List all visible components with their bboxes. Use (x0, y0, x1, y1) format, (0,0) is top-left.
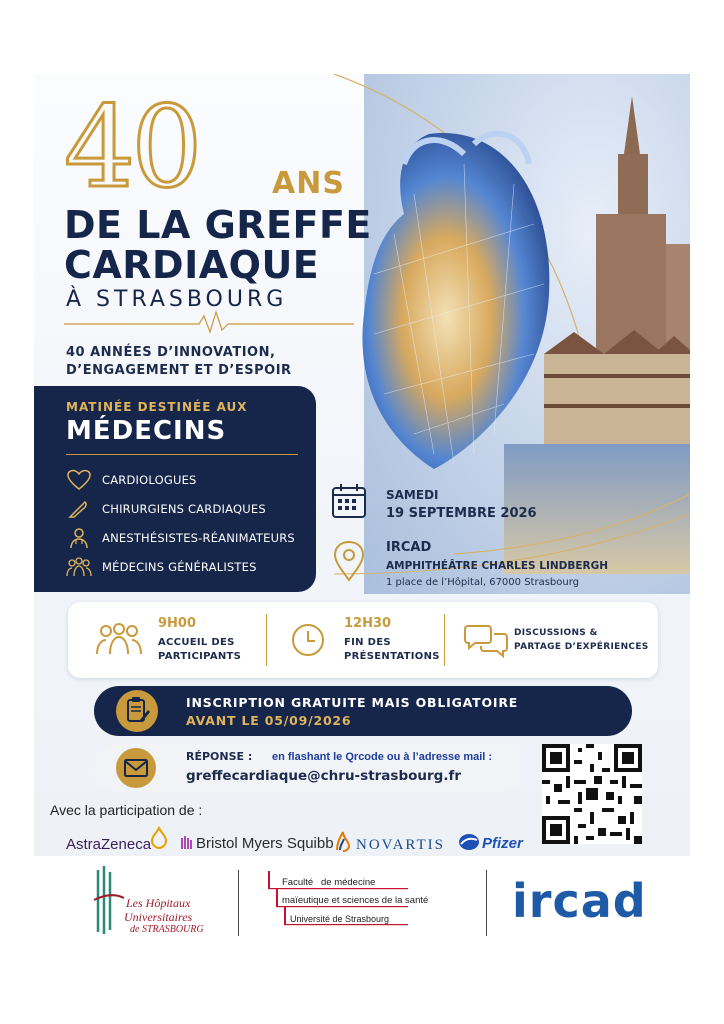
audience-item-label: CHIRURGIENS CARDIAQUES (102, 501, 266, 516)
schedule-strip (68, 602, 658, 678)
title-line-1: DE LA GREFFE (64, 203, 372, 247)
event-poster (34, 74, 690, 856)
sponsor-pfizer: Pfizer (482, 835, 523, 852)
audience-item-gps (66, 552, 316, 581)
cathedral-illustration (596, 96, 690, 374)
pfizer-pill-icon (458, 832, 480, 852)
sponsors-intro: Avec la participation de : (50, 802, 203, 818)
registration-deadline: AVANT LE 05/09/2026 (186, 713, 352, 728)
audience-divider (66, 454, 298, 455)
venue-address: 1 place de l’Hôpital, 67000 Strasbourg (386, 577, 580, 588)
event-day: SAMEDI (386, 488, 439, 502)
venue-hall: AMPHITHÉÂTRE CHARLES LINDBERGH (386, 560, 609, 572)
hus-logo-line-3: de STRASBOURG (130, 924, 204, 935)
calendar-icon (330, 482, 368, 520)
clock-icon (290, 622, 326, 658)
audience-item-cardiologists (66, 465, 316, 494)
sponsor-novartis: NOVARTIS (356, 837, 446, 853)
venue-name: IRCAD (386, 540, 432, 555)
audience-item-surgeons (66, 494, 316, 523)
novartis-flame-icon (334, 830, 352, 852)
audience-title: MÉDECINS (66, 416, 227, 446)
bms-symbol-icon (180, 834, 194, 850)
faculty-line-1a: Faculté (282, 877, 314, 888)
reply-email-link[interactable]: greffecardiaque@chru-strasbourg.fr (186, 768, 461, 784)
title-line-3: À STRASBOURG (66, 287, 288, 312)
clipboard-pen-icon (116, 690, 158, 732)
doctor-icon (66, 527, 92, 549)
astrazeneca-symbol-icon (150, 826, 168, 850)
schedule-time-end: 12H30 (344, 616, 392, 631)
audience-card (34, 386, 316, 592)
anniversary-number: 40 (64, 83, 199, 213)
partner-divider (486, 870, 487, 936)
hus-logo-line-1: Les Hôpitaux (126, 896, 191, 910)
faculty-line-2: maïeutique et sciences de la santé (282, 895, 429, 906)
qr-code[interactable] (542, 744, 642, 844)
faculty-line-1b: de médecine (321, 877, 376, 888)
schedule-label-welcome-1: ACCUEIL DES (158, 637, 235, 648)
schedule-time-welcome: 9H00 (158, 616, 197, 631)
audience-item-label: CARDIOLOGUES (102, 472, 197, 487)
ircad-logo: ircad (512, 876, 647, 922)
audience-item-label: MÉDECINS GÉNÉRALISTES (102, 559, 257, 574)
anniversary-years-label: ANS (272, 166, 345, 201)
registration-banner (94, 686, 632, 736)
hus-logo-line-2: Universitaires (124, 910, 193, 924)
faculty-university: Université de Strasbourg (290, 914, 390, 924)
schedule-label-end-1: FIN DES (344, 637, 391, 648)
schedule-label-discussion-1: DISCUSSIONS & (514, 628, 598, 638)
reply-instructions: en flashant le Qrcode ou à l’adresse mail : (272, 751, 493, 763)
people-icon (96, 622, 142, 658)
location-pin-icon (332, 540, 366, 582)
subtitle-line-1: 40 ANNÉES D’INNOVATION, (66, 345, 276, 360)
schedule-label-discussion-2: PARTAGE D’EXPÉRIENCES (514, 642, 649, 652)
group-icon (66, 556, 92, 578)
schedule-divider (444, 614, 445, 666)
schedule-divider (266, 614, 267, 666)
scalpel-icon (66, 498, 92, 520)
envelope-icon (116, 748, 156, 788)
schedule-label-end-2: PRÉSENTATIONS (344, 651, 440, 662)
partner-divider (238, 870, 239, 936)
audience-kicker: MATINÉE DESTINÉE AUX (66, 400, 248, 414)
heart-outline-icon (66, 469, 92, 491)
audience-item-anesthetists (66, 523, 316, 552)
reply-label: RÉPONSE : (186, 750, 253, 763)
reply-box (94, 744, 524, 792)
timbered-houses-illustration (544, 330, 690, 444)
wireframe-heart-illustration (362, 133, 549, 469)
registration-text: INSCRIPTION GRATUITE MAIS OBLIGATOIRE (186, 695, 519, 710)
subtitle-line-2: D’ENGAGEMENT ET D’ESPOIR (66, 363, 292, 378)
subtitle (66, 344, 292, 380)
sponsor-bms: Bristol Myers Squibb (196, 835, 334, 852)
event-date: 19 SEPTEMBRE 2026 (386, 506, 537, 521)
chat-bubbles-icon (464, 622, 508, 658)
schedule-label-welcome-2: PARTICIPANTS (158, 651, 242, 662)
sponsor-astrazeneca: AstraZeneca (66, 836, 152, 853)
audience-item-label: ANESTHÉSISTES-RÉANIMATEURS (102, 530, 295, 545)
title-line-2: CARDIAQUE (64, 243, 320, 287)
heartbeat-line (64, 312, 354, 332)
